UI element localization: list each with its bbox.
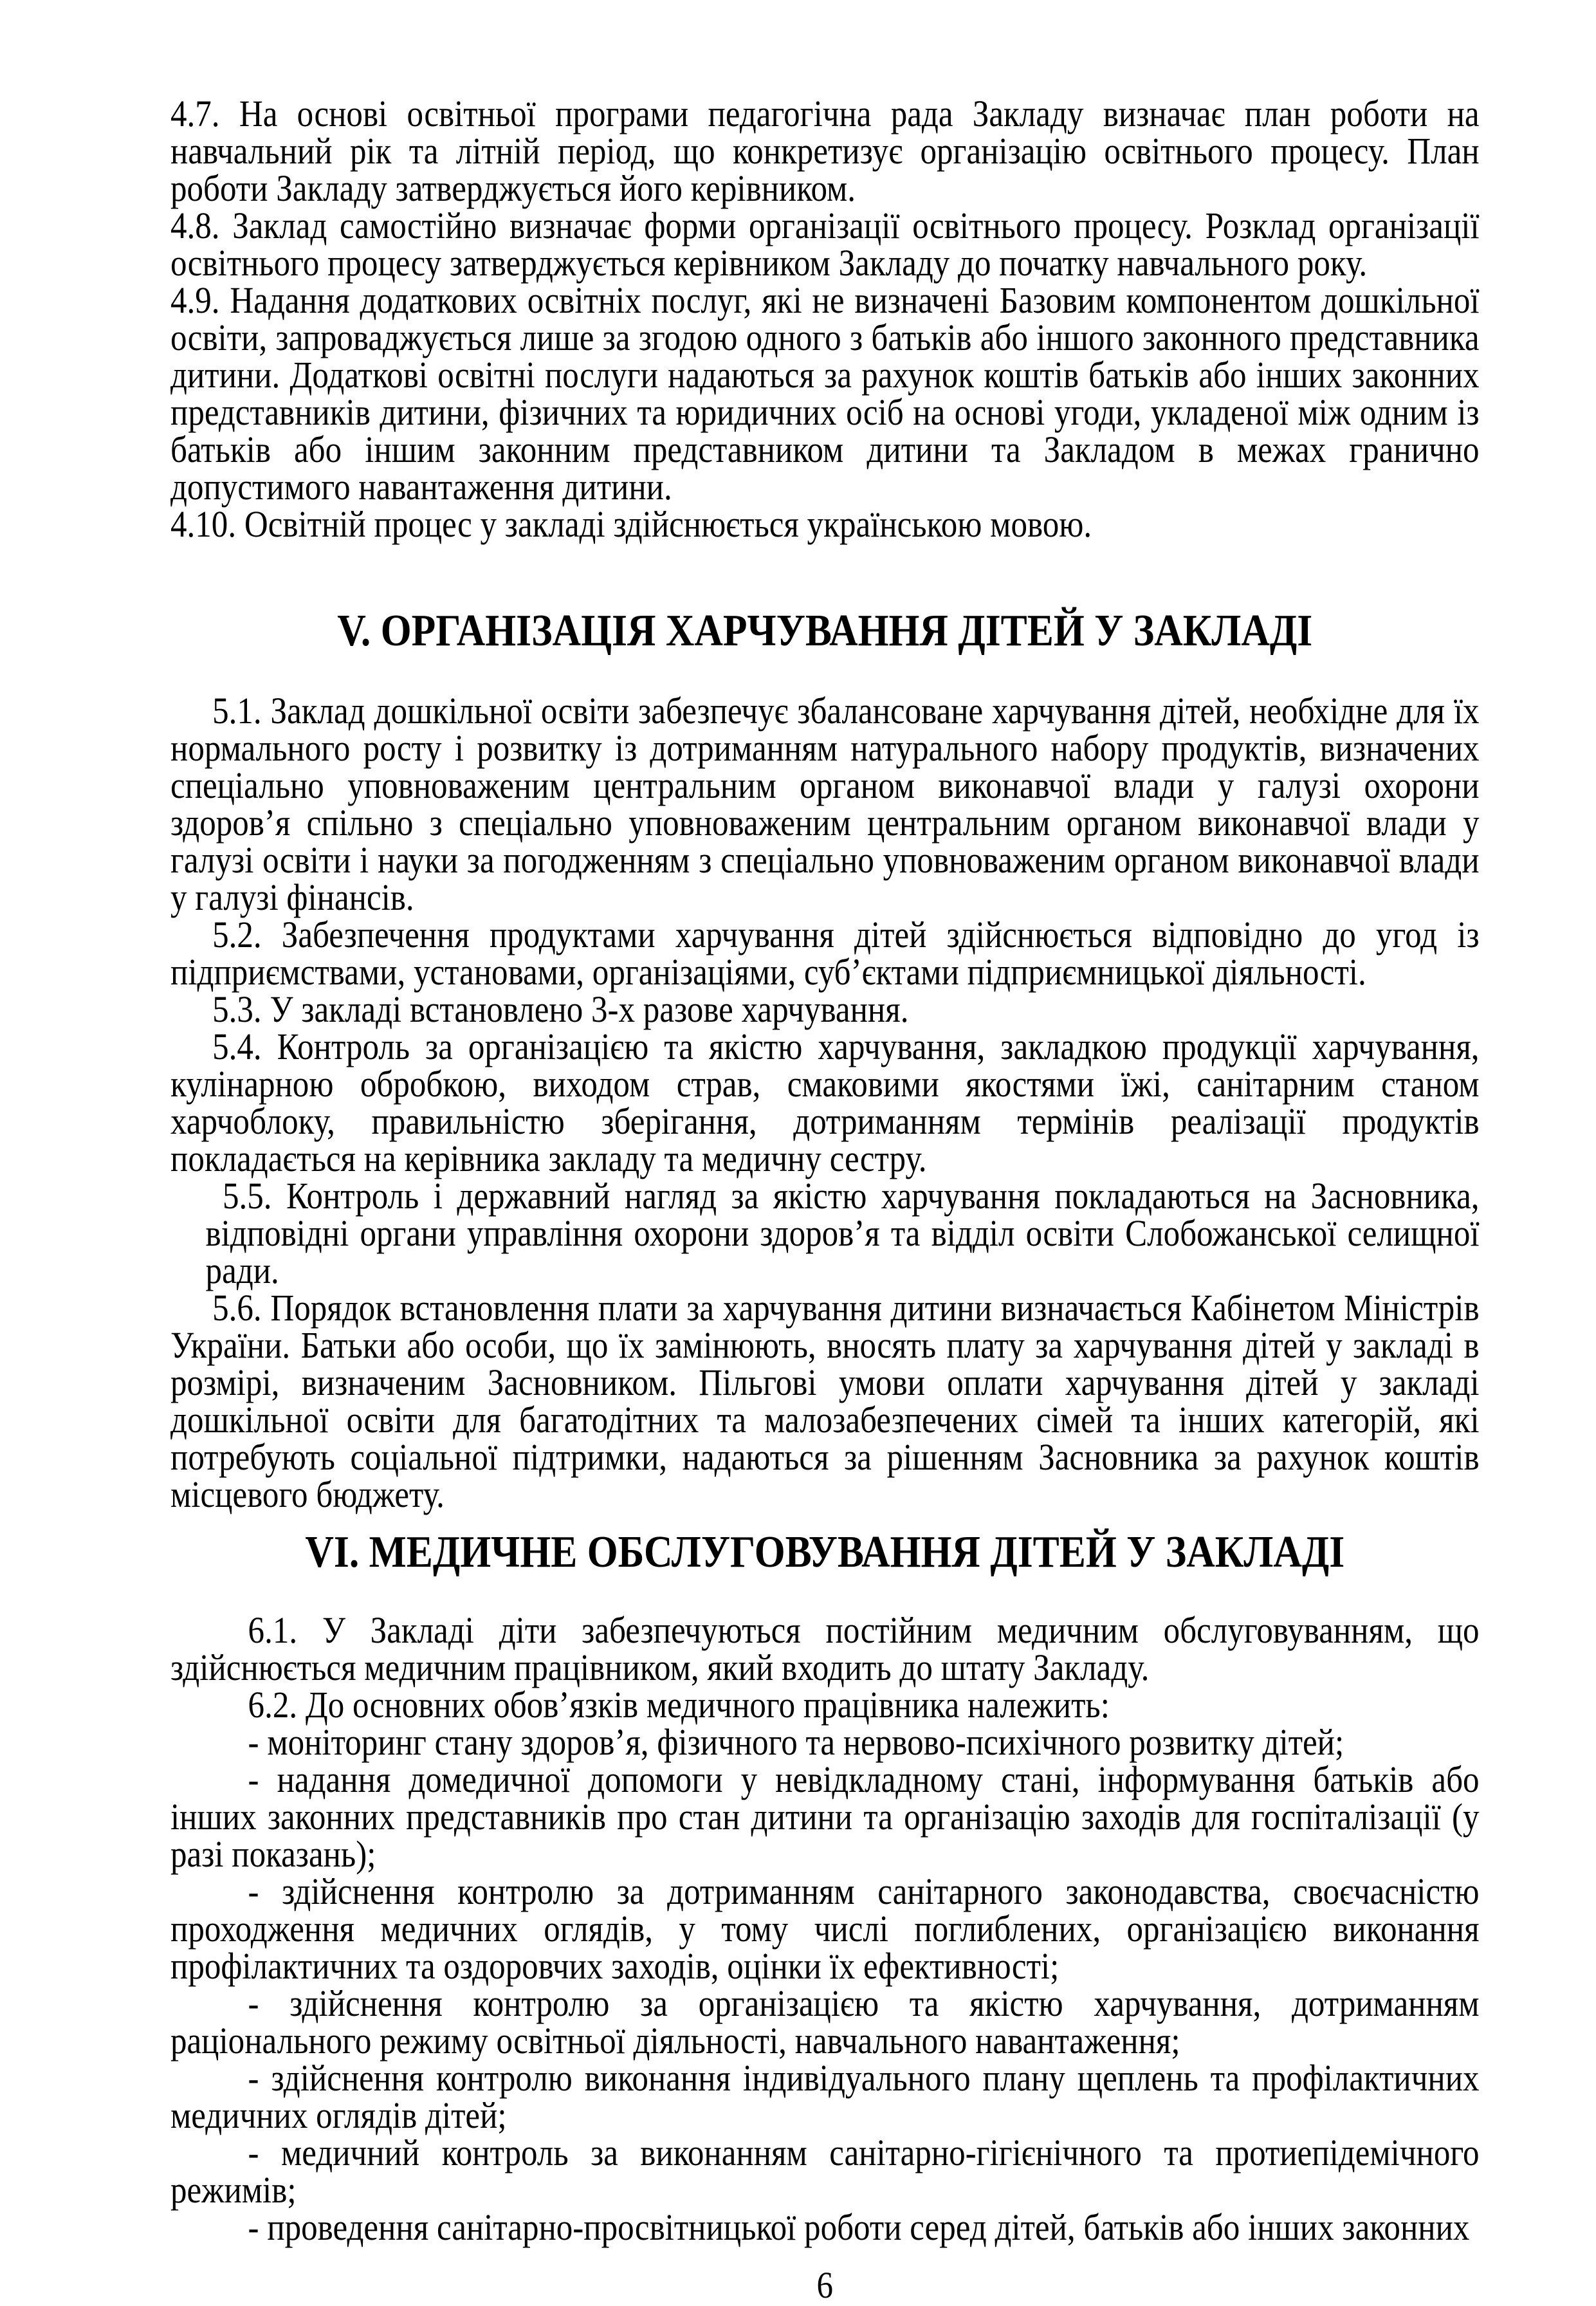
paragraph-5-2: 5.2. Забезпечення продуктами харчування дітей здійснюється відповідно до угод із підприємствами, установами, організаціями, суб’єктами підприємницької діяльності. [170,914,1480,993]
paragraph-4-7: 4.7. На основі освітньої програми педагогічна рада Закладу визначає план роботи на навчальний рік та літній період, що конкретизує організацію освітнього процесу. План роботи Закладу затверджується його керівником. [170,93,1480,209]
bullet-item-sanitary-control: - здійснення контролю за дотриманням санітарного законодавства, своєчасністю проходження медичних оглядів, у тому числі поглиблених, організацією виконання профілактичних та оздоровчих заходів, оцінки їх ефективності; [170,1870,1480,1987]
document-text-column [170,0,1480,2304]
bullet-item-hygiene-regime: - медичний контроль за виконанням санітарно-гігієнічного та протиепідемічного режимів; [170,2132,1480,2211]
paragraph-6-1: 6.1. У Закладі діти забезпечуються постійним медичним обслуговуванням, що здійснюється медичним працівником, який входить до штату Закладу. [170,1609,1480,1688]
paragraph-4-10: 4.10. Освітній процес у закладі здійснюється українською мовою. [170,503,1092,545]
paragraph-5-4: 5.4. Контроль за організацією та якістю харчування, закладкою продукції харчування, кулінарною обробкою, виходом страв, смаковими якостями їжі, санітарним станом харчоблоку, правильністю зберігання, дотриманням термінів реалізації продуктів покладається на керівника закладу та медичну сестру. [170,1026,1480,1179]
page-number: 6 [816,2264,834,2306]
section-v-heading: V. ОРГАНІЗАЦІЯ ХАРЧУВАННЯ ДІТЕЙ У ЗАКЛАДІ [337,606,1313,656]
paragraph-5-6: 5.6. Порядок встановлення плати за харчування дитини визначається Кабінетом Міністрів України. Батьки або особи, що їх замінюють, вносять плату за харчування дітей у закладі в розмірі, визначеним Засновником. Пільгові умови оплати харчування дітей у закладі дошкільної освіти для багатодітних та малозабезпечених сімей та інших категорій, які потребують соціальної підтримки, надаються за рішенням Засновника за рахунок коштів місцевого бюджету. [170,1287,1480,1515]
paragraph-6-2: 6.2. До основних обов’язків медичного працівника належить: [248,1684,1110,1726]
bullet-item-monitoring: - моніторинг стану здоров’я, фізичного та нервово-психічного розвитку дітей; [248,1721,1344,1763]
paragraph-5-3: 5.3. У закладі встановлено 3-х разове харчування. [212,988,909,1030]
paragraph-5-1: 5.1. Заклад дошкільної освіти забезпечує збалансоване харчування дітей, необхідне для їх нормального росту і розвитку із дотриманням натурального набору продуктів, визначених спеціально уповноваженим центральним органом виконавчої влади у галузі охорони здоров’я спільно з спеціально уповноваженим центральним органом виконавчої влади у галузі освіти і науки за погодженням з спеціально уповноваженим органом виконавчої влади у галузі фінансів. [170,690,1480,918]
paragraph-4-9: 4.9. Надання додаткових освітніх послуг, які не визначені Базовим компонентом дошкільної освіти, запроваджується лише за згодою одного з батьків або іншого законного представника дитини. Додаткові освітні послуги надаються за рахунок коштів батьків або інших законних представників дитини, фізичних та юридичних осіб на основі угоди, укладеної між одним із батьків або іншим законним представником дитини та Закладом в межах гранично допустимого навантаження дитини. [170,279,1480,508]
bullet-item-nutrition-control: - здійснення контролю за організацією та якістю харчування, дотриманням раціонального режиму освітньої діяльності, навчального навантаження; [170,1982,1480,2062]
section-vi-heading: VI. МЕДИЧНЕ ОБСЛУГОВУВАННЯ ДІТЕЙ У ЗАКЛАДІ [305,1527,1345,1577]
bullet-item-vaccination-plan: - здійснення контролю виконання індивідуального плану щеплень та профілактичних медичних оглядів дітей; [170,2057,1480,2136]
bullet-item-education-work: - проведення санітарно-просвітницької роботи серед дітей, батьків або інших законних [248,2206,1470,2248]
paragraph-5-5: 5.5. Контроль і державний нагляд за якістю харчування покладаються на Засновника, відповідні органи управління охорони здоров’я та відділ освіти Слобожанської селищної ради. [205,1175,1480,1291]
paragraph-4-8: 4.8. Заклад самостійно визначає форми організації освітнього процесу. Розклад організації освітнього процесу затверджується керівником Закладу до початку навчального року. [170,205,1480,284]
bullet-item-premedical-aid: - надання домедичної допомоги у невідкладному стані, інформування батьків або інших законних представників про стан дитини та організацію заходів для госпіталізації (у разі показань); [170,1758,1480,1875]
